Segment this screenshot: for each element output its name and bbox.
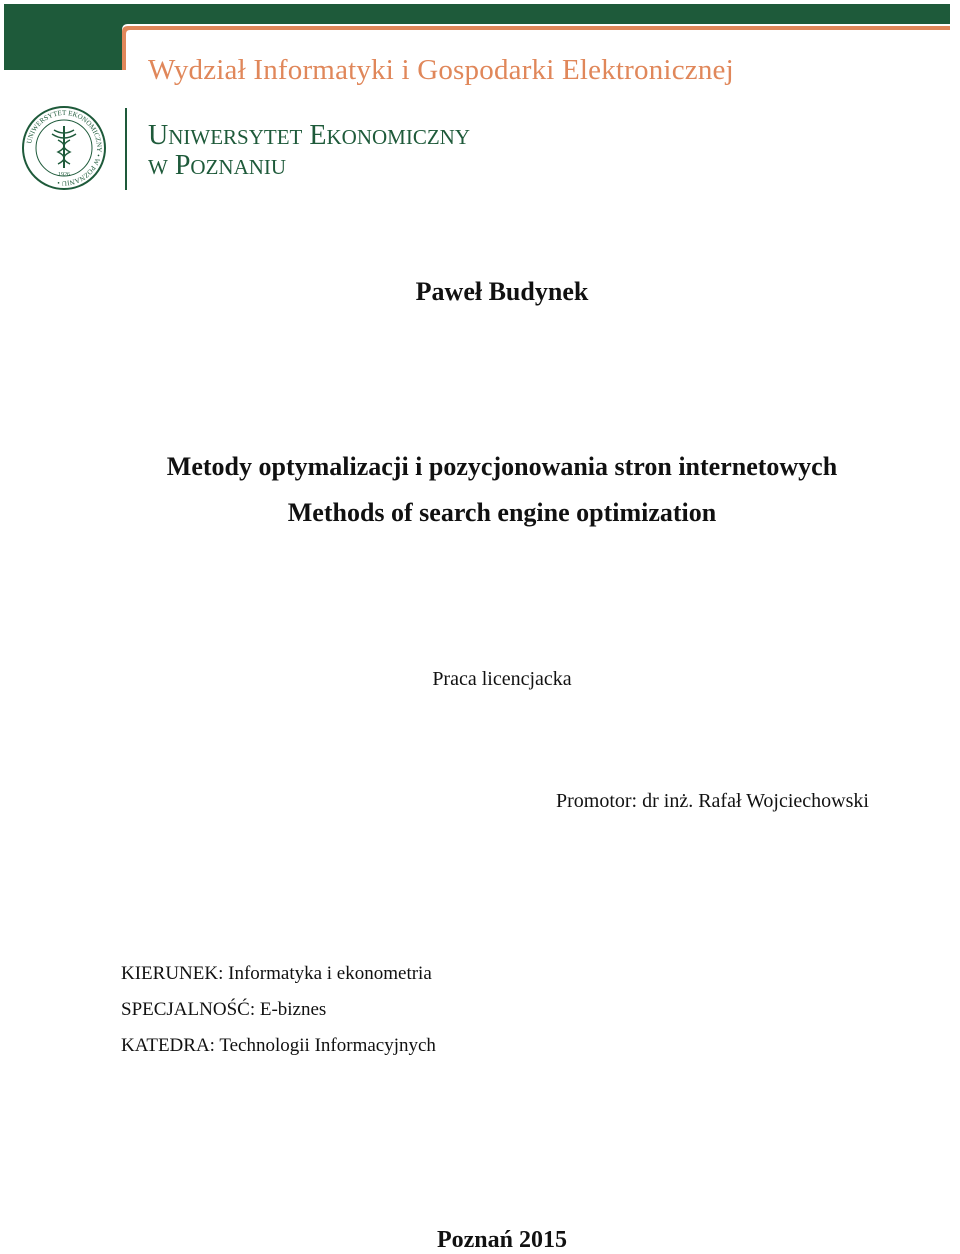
svg-text:UNIWERSYTET EKONOMICZNY • W PO: UNIWERSYTET EKONOMICZNY • W POZNANIU • <box>25 108 104 188</box>
svg-text:1926: 1926 <box>58 172 70 178</box>
field-of-study: KIERUNEK: Informatyka i ekonometria <box>121 963 432 984</box>
supervisor: Promotor: dr inż. Rafał Wojciechowski <box>556 790 869 812</box>
thesis-title-english: Methods of search engine optimization <box>287 498 717 527</box>
thesis-type: Praca licencjacka <box>432 668 572 690</box>
university-name-line1: UNIWERSYTET EKONOMICZNY <box>148 120 470 151</box>
university-name-line2: W POZNANIU <box>148 150 287 181</box>
specialty: SPECJALNOŚĆ: E-biznes <box>121 999 327 1020</box>
author-name: Paweł Budynek <box>415 277 589 306</box>
department: KATEDRA: Technologii Informacyjnych <box>121 1035 436 1056</box>
thesis-title-polish: Metody optymalizacji i pozycjonowania stron internetowych <box>166 452 838 481</box>
faculty-name: Wydział Informatyki i Gospodarki Elektronicznej <box>148 54 734 86</box>
place-and-year: Poznań 2015 <box>436 1227 567 1253</box>
university-seal-logo <box>22 106 106 190</box>
logo-divider <box>125 108 127 190</box>
